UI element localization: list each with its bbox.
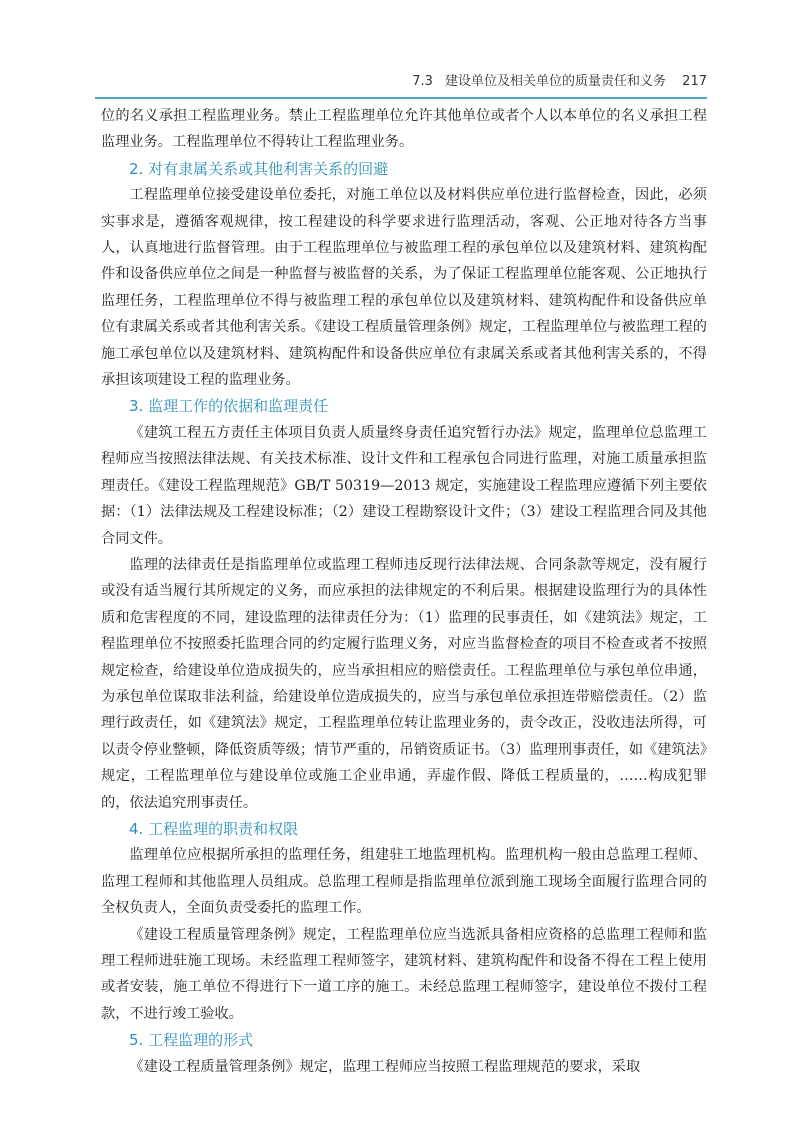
section-title: 建设单位及相关单位的质量责任和义务 — [445, 74, 667, 89]
paragraph-basis: 《建筑工程五方责任主体项目负责人质量终身责任追究暂行办法》规定，监理单位总监理工程师应当按照法律法规、有关技术标准、设计文件和工程承包合同进行监理，对施工质量承担监理责任。《建设工程监理规范》GB/T 50319—2013 规定，实施建设工程监理应遵循下列主要依据：（1）法律法规及工程建设标准；（2）建设工程勘察设计文件；（3）建设工程监理合同及其他合同文件。 — [101, 424, 707, 547]
paragraph-forms: 《建设工程质量管理条例》规定，监理工程师应当按照工程监理规范的要求，采取 — [129, 1058, 641, 1075]
paragraph-avoidance: 工程监理单位接受建设单位委托，对施工单位以及材料供应单位进行监督检查，因此，必须实事求是，遵循客观规律，按工程建设的科学要求进行监理活动，客观、公正地对待各方当事人，认真地进行监督管理。由于工程监理单位与被监理工程的承包单位以及建筑材料、建筑构配件和设备供应单位之间是一种监督与被监督的关系，为了保证工程监理单位能客观、公正地执行监理任务，工程监理单位不得与被监理工程的承包单位以及建筑材料、建筑构配件和设备供应单位有隶属关系或者其他利害关系。《建设工程质量管理条例》规定，工程监理单位与被监理工程的施工承包单位以及建筑材料、建筑构配件和设备供应单位有隶属关系或者其他利害关系的，不得承担该项建设工程的监理业务。 — [101, 187, 707, 389]
heading-supervision-forms: 5. 工程监理的形式 — [129, 1031, 254, 1050]
running-header — [0, 74, 707, 90]
section-number: 7.3 — [412, 74, 433, 89]
heading-avoidance: 2. 对有隶属关系或其他利害关系的回避 — [129, 159, 389, 178]
paragraph-duties: 监理单位应根据所承担的监理任务，组建驻工地监理机构。监理机构一般由总监理工程师、监理工程师和其他监理人员组成。总监理工程师是指监理单位派到施工现场全面履行监理合同的全权负责人，全面负责受委托的监理工作。 — [101, 847, 707, 917]
page-body — [101, 103, 707, 1080]
header-rule — [95, 97, 707, 99]
heading-duties-powers: 4. 工程监理的职责和权限 — [129, 819, 299, 838]
paragraph-continued: 位的名义承担工程监理业务。禁止工程监理单位允许其他单位或者个人以本单位的名义承担工程监理业务。工程监理单位不得转让工程监理业务。 — [101, 108, 707, 151]
page-number: 217 — [682, 74, 707, 89]
paragraph-legal-liability: 监理的法律责任是指监理单位或监理工程师违反现行法律法规、合同条款等规定，没有履行或没有适当履行其所规定的义务，而应承担的法律规定的不利后果。根据建设监理行为的具体性质和危害程度的不同，建设监理的法律责任分为：（1）监理的民事责任，如《建筑法》规定，工程监理单位不按照委托监理合同的约定履行监理义务，对应当监督检查的项目不检查或者不按照规定检查，给建设单位造成损失的，应当承担相应的赔偿责任。工程监理单位与承包单位串通，为承包单位谋取非法利益，给建设单位造成损失的，应当与承包单位承担连带赔偿责任。（2）监理行政责任，如《建筑法》规定，工程监理单位转让监理业务的，责令改正，没收违法所得，可以责令停业整顿，降低资质等级；情节严重的，吊销资质证书。（3）监理刑事责任，如《建筑法》规定，工程监理单位与建设单位或施工企业串通，弄虚作假、降低工程质量的，……构成犯罪的，依法追究刑事责任。 — [101, 556, 707, 811]
heading-basis-responsibility: 3. 监理工作的依据和监理责任 — [129, 397, 329, 416]
paragraph-regulations: 《建设工程质量管理条例》规定，工程监理单位应当选派具备相应资格的总监理工程师和监理工程师进驻施工现场。未经监理工程师签字，建筑材料、建筑构配件和设备不得在工程上使用或者安装，施工单位不得进行下一道工序的施工。未经总监理工程师签字，建设单位不拨付工程款，不进行竣工验收。 — [101, 926, 707, 1022]
